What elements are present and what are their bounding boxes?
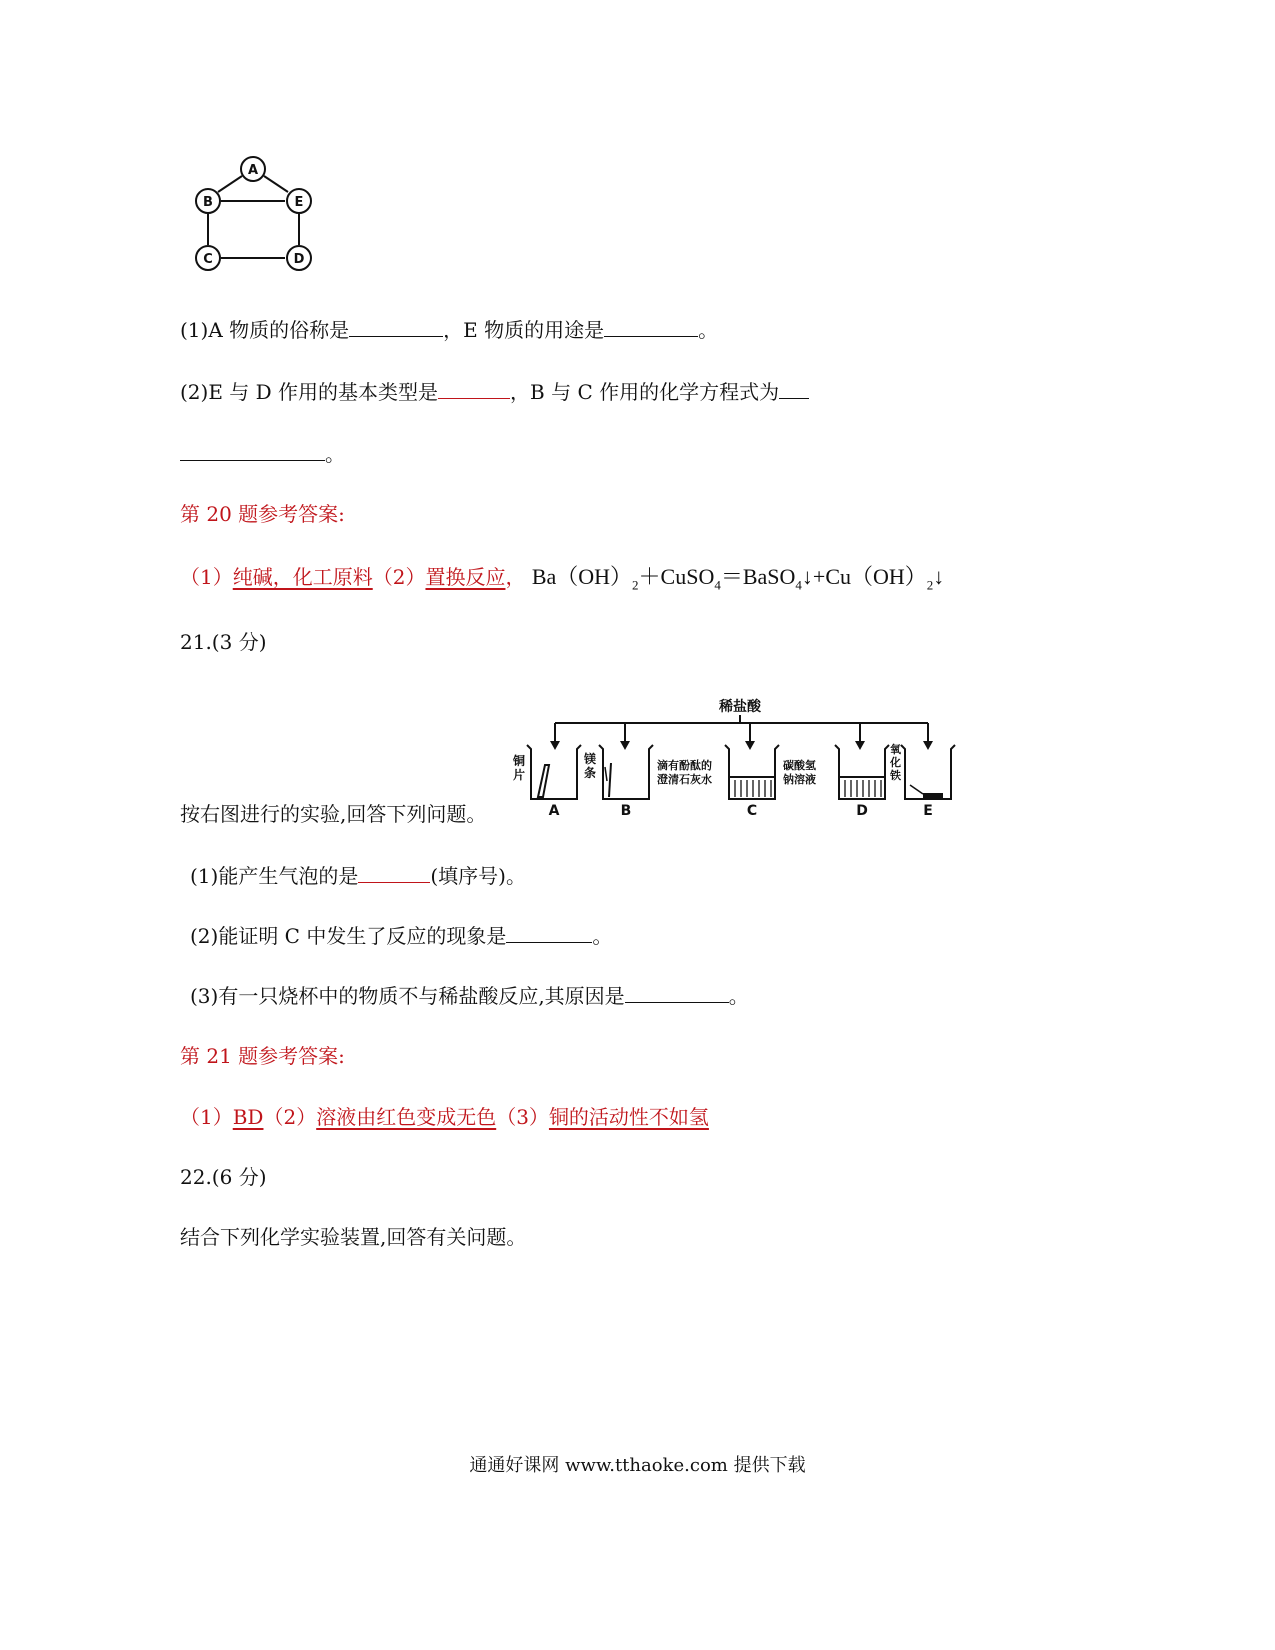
arrow-icon	[855, 741, 865, 750]
q20-part2: (2)E 与 D 作用的基本类型是 ，B 与 C 作用的化学方程式为	[180, 378, 809, 406]
beaker-d	[835, 745, 889, 799]
beaker-experiment-figure	[505, 693, 970, 818]
q20-answer-heading: 第 20 题参考答案:	[180, 502, 345, 526]
beaker-e-label: 氧化铁	[890, 743, 901, 782]
q22-title: 22.(6 分)	[180, 1165, 267, 1189]
edge-a-e	[264, 176, 288, 192]
beaker-a-label: 铜片	[513, 754, 526, 782]
beaker-c-label: 滴有酚酞的澄清石灰水	[657, 759, 712, 786]
beaker-d-label: 碳酸氢钠溶液	[783, 759, 816, 786]
edge-a-b	[218, 176, 242, 192]
q20-equation: $Ba(OH)_2+CuSO_4=BaSO_4↓+Cu(OH)_2↓$	[531, 564, 945, 593]
answer-blank[interactable]	[438, 378, 510, 399]
beaker-b-letter: B	[620, 803, 632, 818]
answer-blank[interactable]	[779, 378, 809, 399]
magnesium-ribbon	[609, 763, 611, 797]
answer-blank[interactable]	[358, 862, 430, 883]
q21-intro: 按右图进行的实验,回答下列问题。	[180, 802, 487, 826]
beaker-b	[599, 745, 653, 799]
beaker-d-letter: D	[856, 803, 868, 818]
q21-part1: (1)能产生气泡的是 (填序号)。	[190, 864, 526, 888]
beaker-c	[725, 745, 779, 799]
beaker-c-letter: C	[746, 803, 758, 818]
arrow-icon	[620, 741, 630, 750]
answer-blank[interactable]	[604, 316, 698, 337]
reagent-label: 稀盐酸	[719, 699, 761, 715]
q20-answer: （1）纯碱，化工原料（2）置换反应， $Ba(OH)_2+CuSO_4=BaSO_4↓+Cu(OH)_2↓$	[180, 564, 945, 593]
beaker-a	[527, 745, 581, 799]
q21-answer-heading: 第 21 题参考答案:	[180, 1044, 345, 1068]
node-c-label: C	[203, 252, 213, 267]
arrow-icon	[923, 741, 933, 750]
q21-answer: （1）BD（2）溶液由红色变成无色（3）铜的活动性不如氢	[180, 1105, 709, 1129]
q21-part2: (2)能证明 C 中发生了反应的现象是 。	[190, 924, 613, 948]
beaker-a-letter: A	[548, 803, 560, 818]
arrow-icon	[745, 741, 755, 750]
page-footer: 通通好课网 www.tthaoke.com 提供下载	[469, 1455, 806, 1476]
answer-blank[interactable]	[180, 440, 325, 461]
node-e-label: E	[294, 195, 304, 210]
beaker-b-label: 镁条	[584, 752, 597, 780]
answer-blank[interactable]	[506, 922, 592, 943]
answer-blank[interactable]	[625, 982, 729, 1003]
cycle-diagram	[180, 150, 330, 280]
q20-part2-continued: 。	[180, 440, 345, 468]
beaker-e	[901, 745, 955, 799]
answer-blank[interactable]	[349, 316, 443, 337]
q21-part3: (3)有一只烧杯中的物质不与稀盐酸反应,其原因是 。	[190, 984, 749, 1008]
node-d-label: D	[293, 252, 305, 267]
q20-part1: (1)A 物质的俗称是 ，E 物质的用途是 。	[180, 318, 719, 342]
copper-strip	[538, 765, 549, 797]
node-b-label: B	[203, 195, 213, 210]
q22-intro: 结合下列化学实验装置,回答有关问题。	[180, 1225, 527, 1249]
beaker-e-letter: E	[923, 803, 933, 818]
arrow-icon	[550, 741, 560, 750]
q21-title: 21.(3 分)	[180, 630, 267, 654]
iron-oxide-powder	[923, 793, 943, 798]
node-a-label: A	[247, 163, 259, 178]
